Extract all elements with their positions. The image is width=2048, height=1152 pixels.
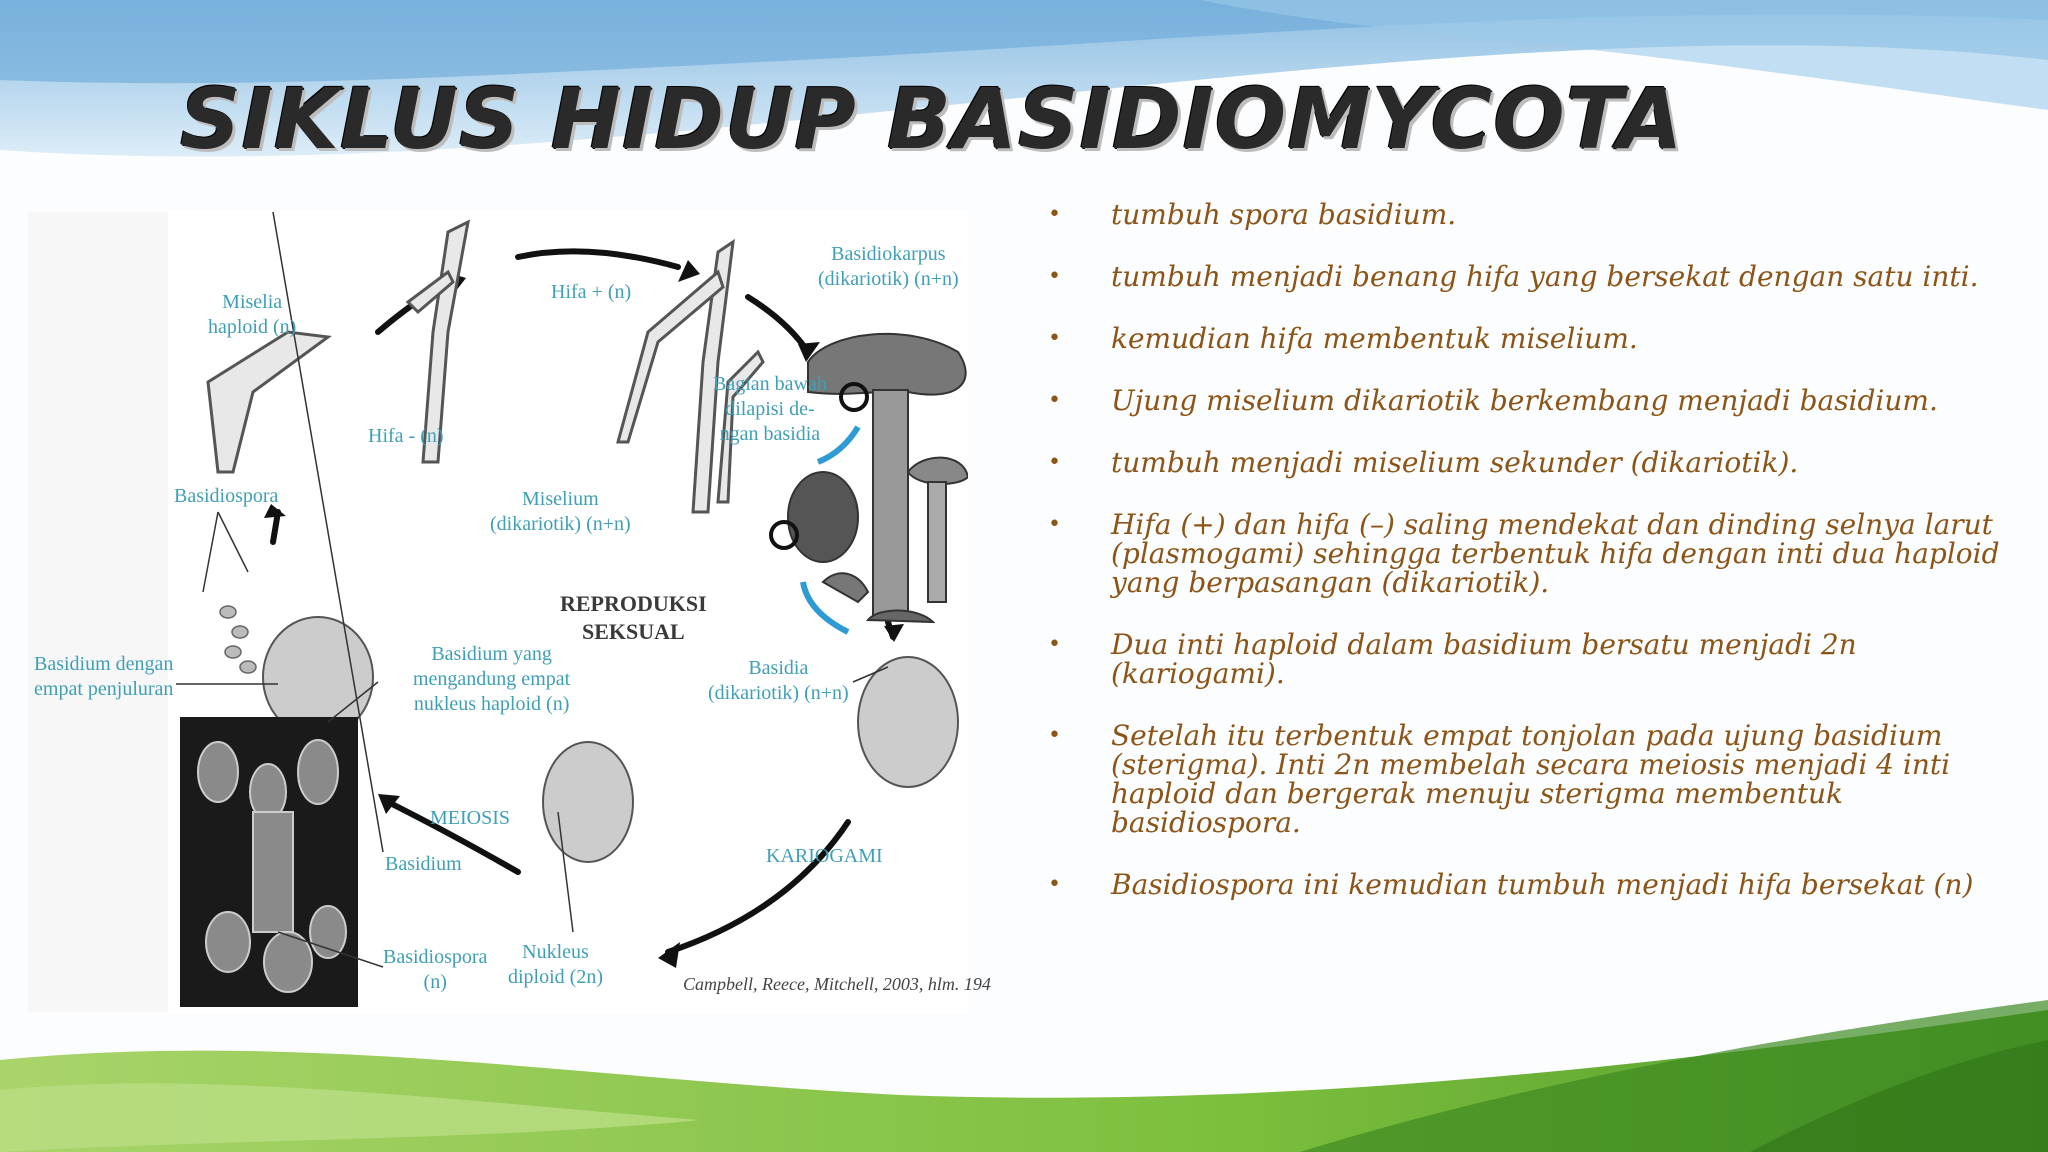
bullet-icon: • <box>1048 326 1061 351</box>
list-item: • tumbuh menjadi miselium sekunder (dikariotik). <box>1048 446 1799 479</box>
diagram-citation: Campbell, Reece, Mitchell, 2003, hlm. 194 <box>683 974 991 994</box>
label-basidium: Basidium <box>385 853 462 875</box>
label-basidium-dengan-empat-penjuluran: Basidium dengan empat penjuluran <box>34 653 174 700</box>
label-hifa-plus: Hifa + (n) <box>551 281 632 303</box>
list-item: • Setelah itu terbentuk empat tonjolan pada ujung basidium (sterigma). Inti 2n membelah secara meiosis menjadi 4 inti haploid dan bergerak menuju sterigma membentuk basidiospora. <box>1048 719 1951 839</box>
list-item: • kemudian hifa membentuk miselium. <box>1048 322 1638 355</box>
list-item: • Dua inti haploid dalam basidium bersatu menjadi 2n (kariogami). <box>1048 628 1857 690</box>
bullet-icon: • <box>1048 723 1061 748</box>
slide-title: SIKLUS HIDUP BASIDIOMYCOTA <box>180 70 1684 168</box>
label-meiosis: MEIOSIS <box>430 807 511 829</box>
bullet-icon: • <box>1048 450 1061 475</box>
label-miselium: Miselium (dikariotik) (n+n) <box>490 488 631 535</box>
label-nukleus-diploid: Nukleus diploid (2n) <box>508 941 603 988</box>
bullet-icon: • <box>1048 632 1061 657</box>
label-kariogami: KARIOGAMI <box>766 845 883 867</box>
list-item: • tumbuh spora basidium. <box>1048 198 1457 231</box>
bullet-icon: • <box>1048 872 1061 897</box>
bullet-icon: • <box>1048 388 1061 413</box>
label-basidium-nukleus-haploid: Basidium yang mengandung empat nukleus haploid (n) <box>413 643 571 715</box>
label-basidiospora-top: Basidiospora <box>174 485 279 507</box>
label-reproduksi-seksual: REPRODUKSI SEKSUAL <box>560 591 707 644</box>
list-item: • Basidiospora ini kemudian tumbuh menjadi hifa bersekat (n) <box>1048 868 1974 901</box>
label-bagian-bawah: Bagian bawah dilapisi de- ngan basidia <box>713 373 827 445</box>
list-item: • tumbuh menjadi benang hifa yang bersekat dengan satu inti. <box>1048 260 1979 293</box>
life-cycle-diagram <box>28 212 991 1012</box>
label-basidiospora-bottom: Basidiospora (n) <box>383 946 488 993</box>
list-item: • Ujung miselium dikariotik berkembang menjadi basidium. <box>1048 384 1938 417</box>
bullet-icon: • <box>1048 264 1061 289</box>
life-cycle-steps-list <box>1048 200 2008 932</box>
label-basidia: Basidia (dikariotik) (n+n) <box>708 657 849 704</box>
label-miselia-haploid: Miselia haploid (n) <box>208 291 297 338</box>
bullet-icon: • <box>1048 202 1061 227</box>
diagram-illustration <box>28 212 968 1012</box>
label-hifa-minus: Hifa - (n) <box>368 425 444 447</box>
list-item: • Hifa (+) dan hifa (–) saling mendekat dan dinding selnya larut (plasmogami) sehingga terbentuk hifa dengan inti dua haploid yang berpasangan (dikariotik). <box>1048 508 2000 599</box>
label-basidiokarpus: Basidiokarpus (dikariotik) (n+n) <box>818 243 959 290</box>
bullet-icon: • <box>1048 512 1061 537</box>
